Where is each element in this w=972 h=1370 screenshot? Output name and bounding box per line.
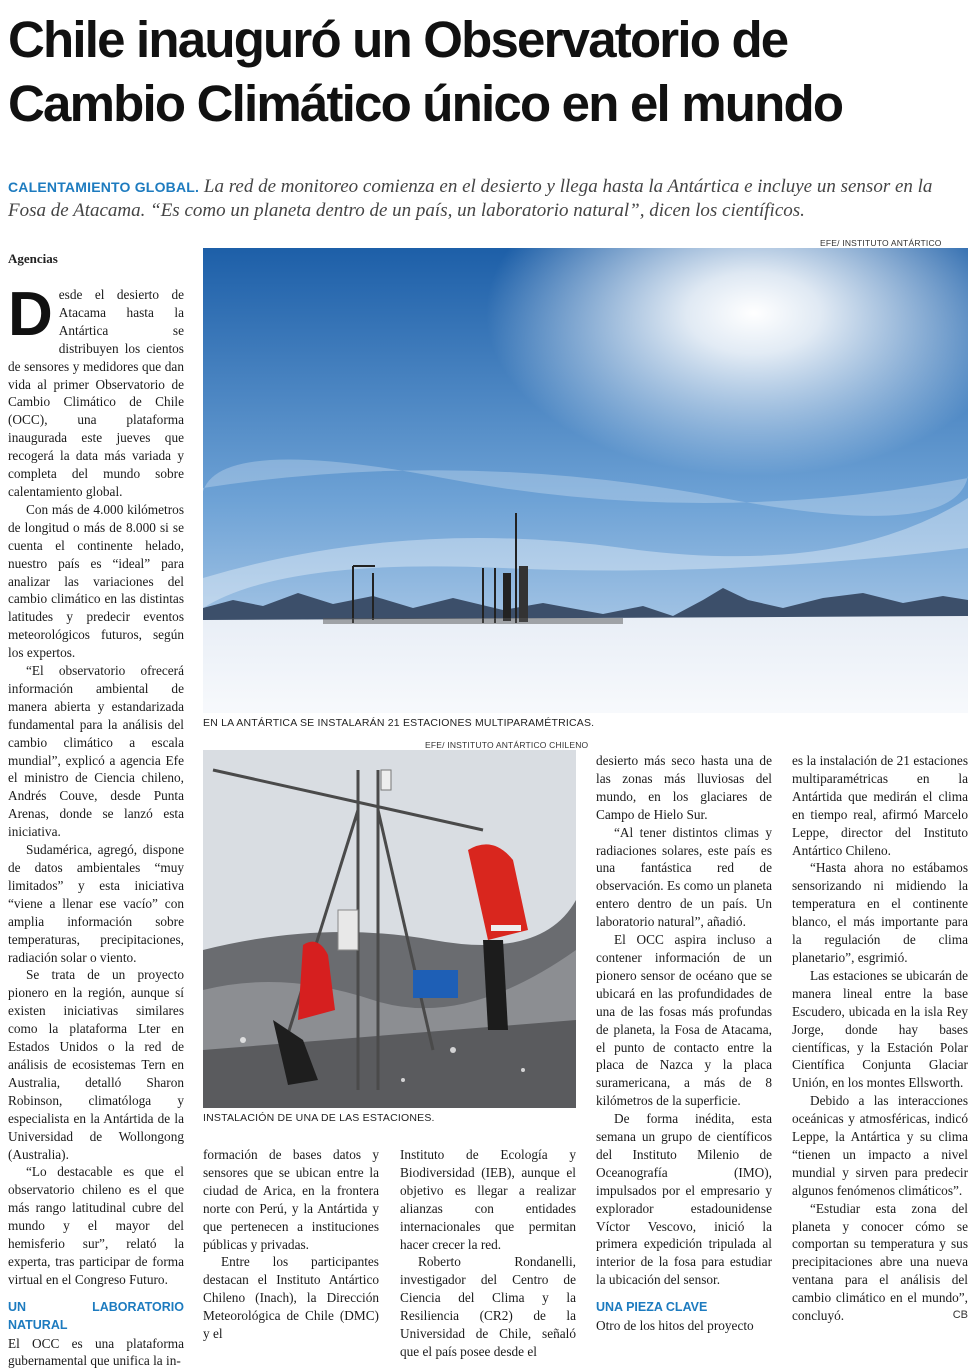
paragraph-5: Se trata de un proyecto pionero en la región, aunque sí existen iniciativas similares como la plataforma Lter en Estados Unidos o la red de análisis de ecosistemas Tern en Australia, detalló Sharon Robinson, climatóloga y especialista en la Antártida de la Universidad de Wollongong (Australia). (8, 967, 184, 1162)
photo-caption-1: EN LA ANTÁRTICA SE INSTALARÁN 21 ESTACIONES MULTIPARAMÉTRICAS. (203, 717, 595, 729)
article-column-4 (596, 752, 772, 1335)
paragraph-5: “Estudiar esta zona del planeta y conocer cómo se comportan su temperatura y sus precipitaciones abre una nueva ventana para el análisis del cambio climático en el mundo”, concluyó. CB (792, 1200, 968, 1324)
photo-credit-2: EFE/ INSTITUTO ANTÁRTICO CHILENO (425, 740, 589, 750)
paragraph-7: El OCC es una plataforma gubernamental que unifica la in- (8, 1335, 184, 1369)
paragraph-6: “Lo destacable es que el observatorio chileno es el que más rango latitudinal cubre del mundo y el mayor del hemisferio sur”, relató la experta, tras participar de forma virtual en el Congreso Futuro. (8, 1164, 184, 1287)
drop-cap: D (8, 280, 53, 349)
paragraph-2: “Hasta ahora no estábamos sensorizando ni midiendo la temperatura en el continente blanco, el más importante para la regulación de clima planetario”, esgrimió. (792, 860, 968, 965)
article-column-2 (203, 1146, 379, 1343)
paragraph-4: Debido a las interacciones oceánicas y atmosféricas, indicó Leppe, la Antártica y su clima “tienen un impacto a nivel mundial y sirven para predecir algunos fenómenos climáticos”. (792, 1093, 968, 1198)
photo-credit-1: EFE/ INSTITUTO ANTÁRTICO (820, 238, 942, 248)
end-mark: CB (952, 1309, 968, 1322)
paragraph-2: Entre los participantes destacan el Instituto Antártico Chileno (Inach), la Dirección Meteorológica de Chile (DMC) y el (203, 1254, 379, 1342)
paragraph-1: desierto más seco hasta una de las zonas más lluviosas del mundo, en los glaciares de Campo de Hielo Sur. (596, 753, 772, 822)
paragraph-2: “Al tener distintos climas y radiaciones solares, este país es una fantástica red de observación. Es como un planeta entero dentro de un país. Un laboratorio natural”, añadió. (596, 824, 772, 930)
antarctica-station-photo (203, 248, 968, 713)
paragraph-2: Con más de 4.000 kilómetros de longitud o más de 8.000 si se cuenta el continente helado, nuestro país es “ideal” para analizar las variaciones del cambio climático en las distintas latitudes y predecir eventos meteorológicos futuros, según los expertos. (8, 501, 184, 661)
paragraph-3: “El observatorio ofrecerá información ambiental de manera abierta y estandarizada fundamental para la análisis del cambio climático a escala mundial”, explicó a agencia Efe el ministro de Ciencia chileno, Andrés Couve, desde Punta Arenas, donde se lanzó esta iniciativa. (8, 663, 184, 840)
paragraph-4: De forma inédita, esta semana un grupo de científicos del Instituto Milenio de Oceanografía (IMO), impulsados por el empresario y explorador estadounidense Víctor Vescovo, inició la primera expedición tripulada al interior de la fosa para estudiar la ubicación del sensor. (596, 1111, 772, 1288)
paragraph-1: Instituto de Ecología y Biodiversidad (IEB), aunque el objetivo es llegar a realizar alianzas con entidades internacionales que permitan hacer crecer la red. (400, 1147, 576, 1252)
paragraph-1: Desde el desierto de Atacama hasta la Antártica se distribuyen los cientos de sensores y medidores que dan vida al primer Observatorio de Cambio Climático de Chile (OCC), una plataforma inaugurada este jueves que recogerá la data más variada y completa del mundo sobre calentamiento global. (8, 280, 184, 499)
paragraph-1: formación de bases datos y sensores que se ubican entre la ciudad de Arica, en la frontera norte con Perú, y la Antártida y que pertenecen a instituciones públicas y privadas. (203, 1147, 379, 1252)
paragraph-2: Roberto Rondanelli, investigador del Centro de Ciencia del Clima y la Resiliencia (CR2) de la Universidad de Chile, señaló que el país posee desde el (400, 1254, 576, 1359)
paragraph-3: El OCC aspira incluso a contener información de un pionero sensor de océano que se ubicará en las profundidades de una de las fosas más profundas de planeta, la Fosa de Atacama, el punto de contacto entre la placa de Nazca y la placa suramericana, a más de 8 kilómetros de la superficie. (596, 932, 772, 1109)
paragraph-4: Sudamérica, agregó, dispone de datos ambientales “muy limitados” y esta iniciativa “viene a llenar ese vacío” con amplia información sobre temperaturas, precipitaciones, radiación solar o viento. (8, 842, 184, 965)
lead-text: La red de monitoreo comienza en el desierto y llega hasta la Antártica e incluye un sensor en la Fosa de Atacama. “Es como un planeta dentro de un país, un laboratorio natural”, dicen los científicos. (8, 176, 933, 221)
photo-caption-2: INSTALACIÓN DE UNA DE LAS ESTACIONES. (203, 1112, 435, 1124)
paragraph-3: Las estaciones se ubicarán de manera lineal entre la base Escudero, ubicada en la isla Rey Jorge, donde hay bases científicas, y la Estación Polar Científica Conjunta Glaciar Unión, en los montes Ellsworth. (792, 967, 968, 1091)
paragraph-5: Otro de los hitos del proyecto (596, 1318, 754, 1334)
headline: Chile inauguró un Observatorio de Cambio Climático único en el mundo (8, 11, 843, 132)
article-column-1 (8, 280, 184, 1370)
lead-paragraph (8, 175, 968, 223)
subhead-pieza-clave: UNA PIEZA CLAVE (596, 1300, 708, 1315)
subhead-laboratorio: UN LABORATORIO NATURAL (8, 1299, 184, 1332)
station-installation-photo (203, 750, 576, 1108)
byline: Agencias (8, 251, 58, 266)
paragraph-1: es la instalación de 21 estaciones multiparamétricas en la Antártida que medirán el clima en tiempo real, afirmó Marcelo Leppe, director del Instituto Antártico Chileno. (792, 753, 968, 858)
lead-kicker: CALENTAMIENTO GLOBAL. (8, 179, 200, 195)
article-column-3 (400, 1146, 576, 1361)
article-column-5 (792, 752, 968, 1325)
